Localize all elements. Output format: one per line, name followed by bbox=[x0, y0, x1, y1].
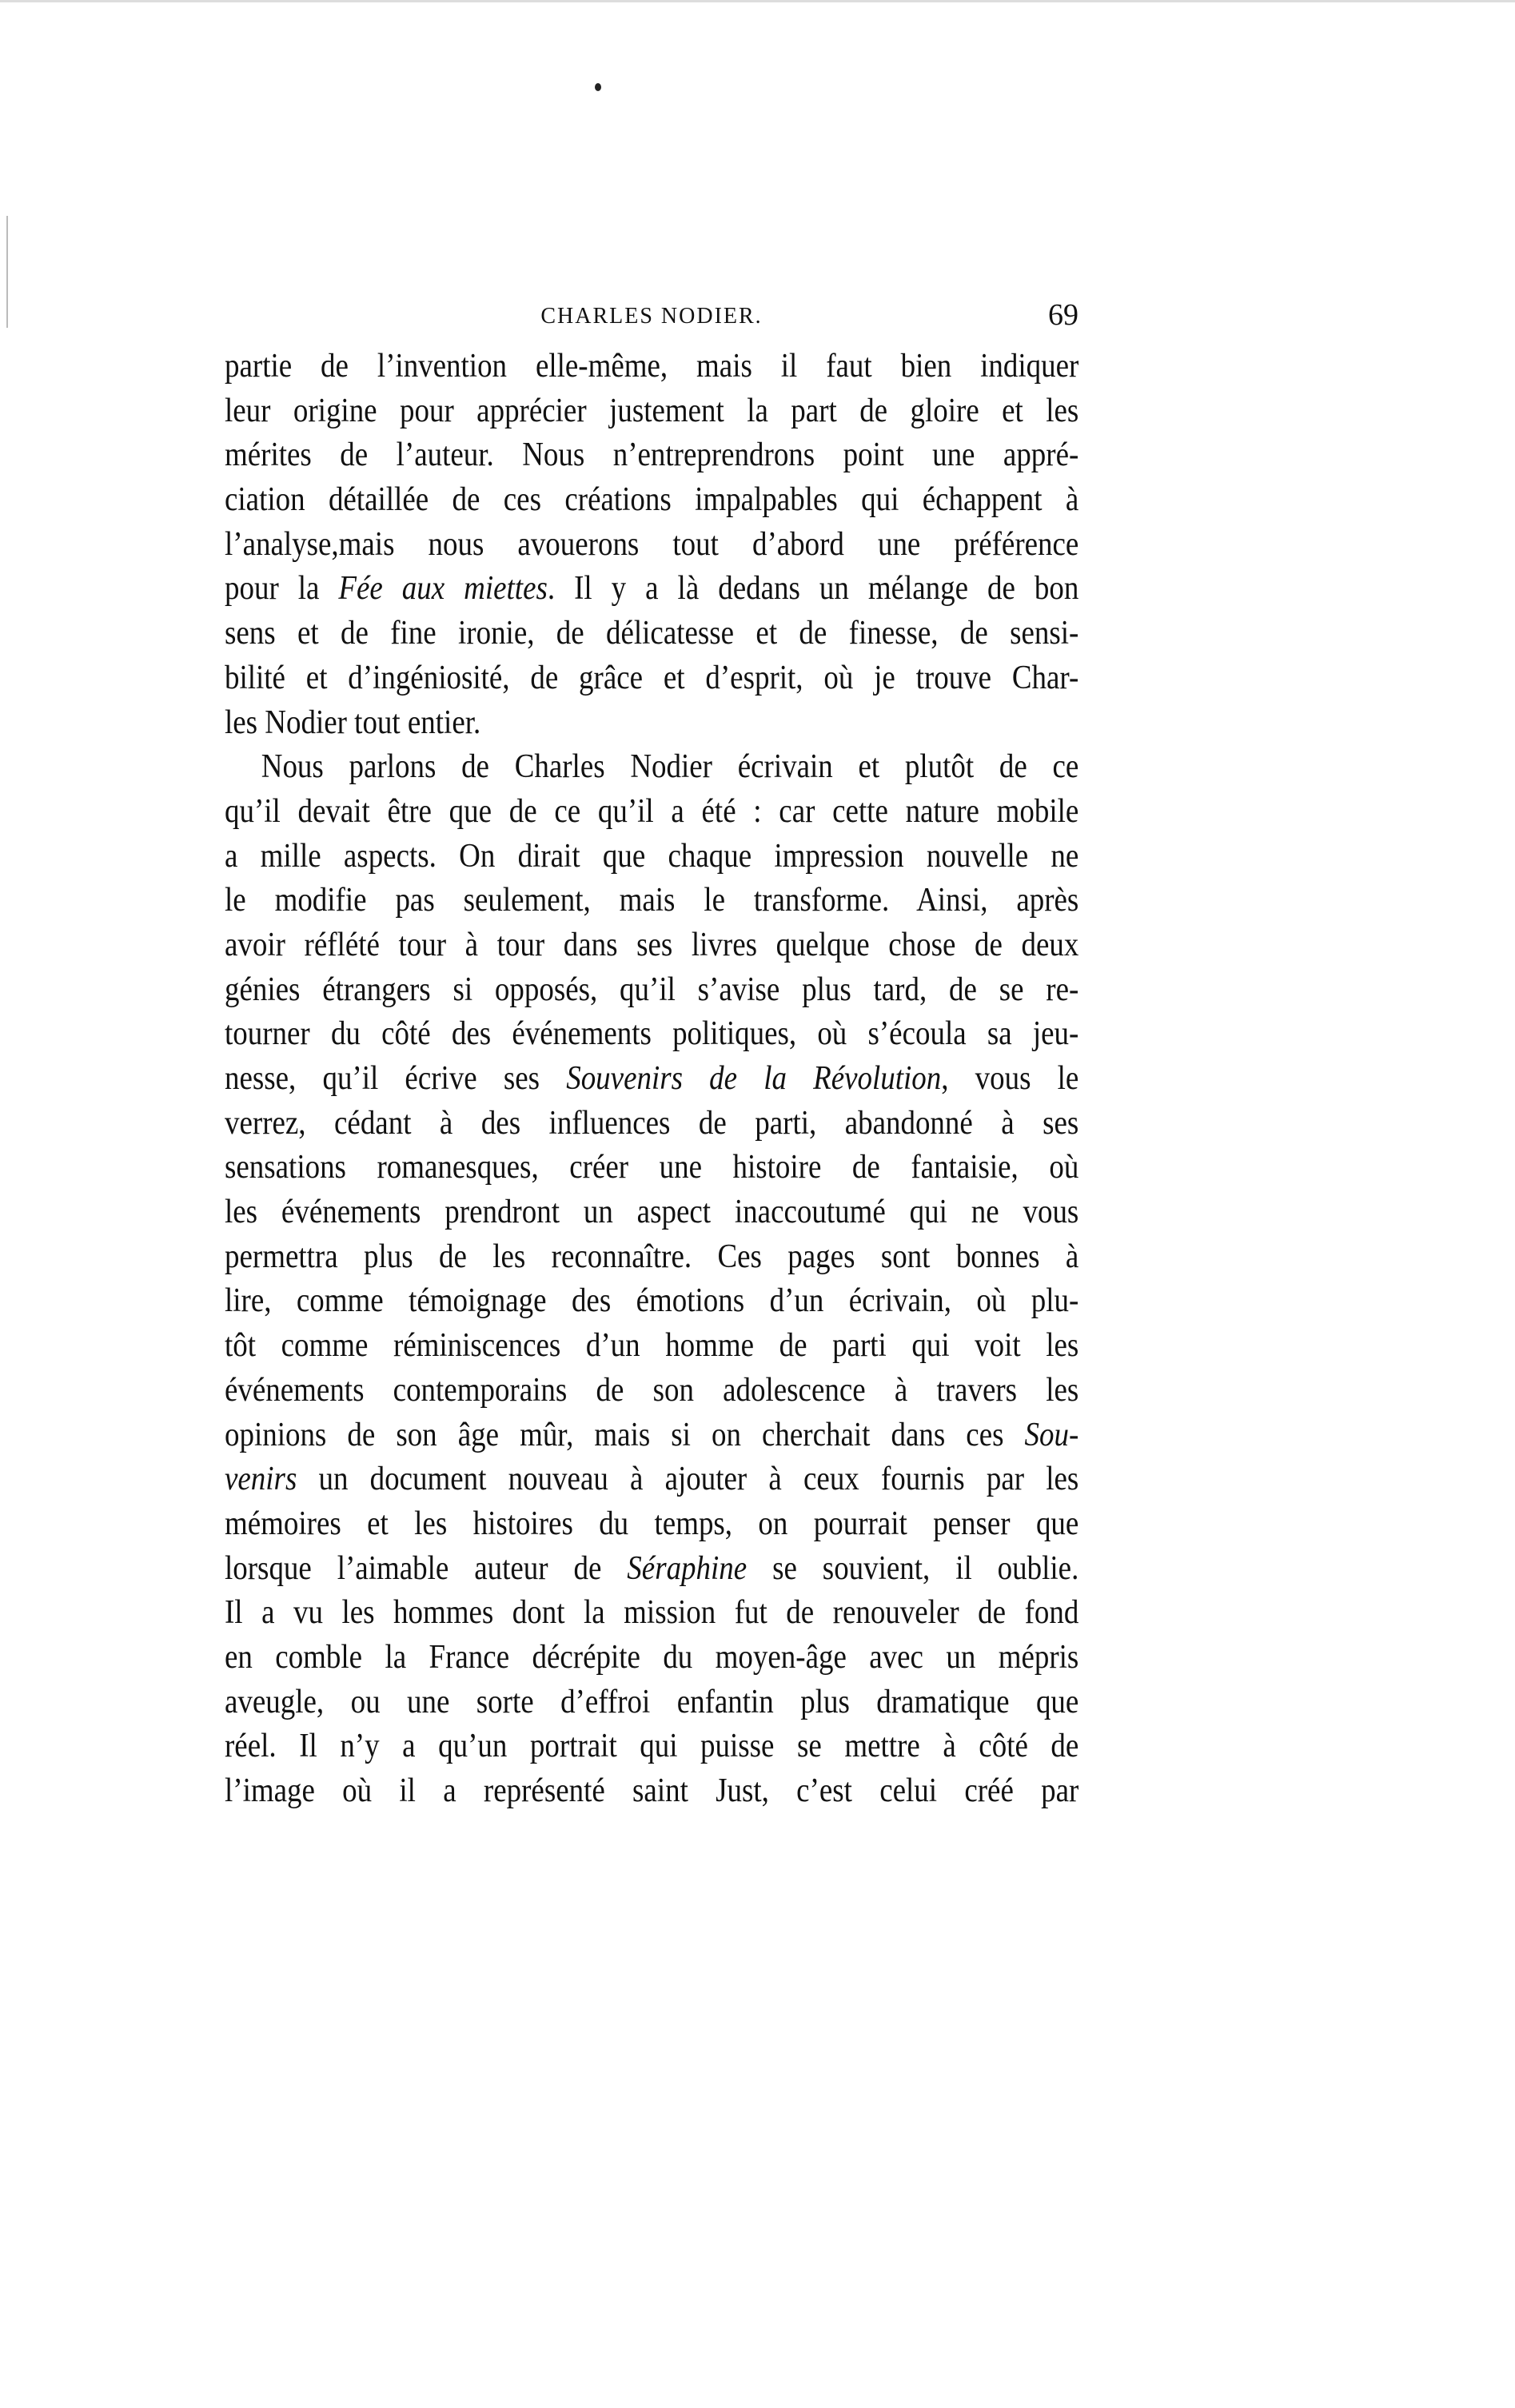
text-segment: lire, comme témoignage des émotions d’un écrivain, où plu- bbox=[225, 1282, 1079, 1320]
text-line bbox=[225, 1724, 1078, 1769]
text-segment: un document nouveau à ajouter à ceux fournis par les bbox=[297, 1461, 1079, 1498]
text-line bbox=[225, 745, 1078, 790]
text-segment: aveugle, ou une sorte d’effroi enfantin plus dramatique que bbox=[225, 1683, 1079, 1720]
text-line bbox=[225, 1636, 1078, 1680]
text-line bbox=[225, 790, 1078, 835]
text-line bbox=[225, 1324, 1078, 1369]
text-segment: verrez, cédant à des influences de parti, abandonné à ses bbox=[225, 1104, 1079, 1142]
italic-title: Sou- bbox=[1024, 1416, 1079, 1453]
text-segment: . Il y a là dedans un mélange de bon bbox=[547, 570, 1079, 608]
text-segment: le modifie pas seulement, mais le transforme. Ainsi, après bbox=[225, 882, 1079, 919]
text-segment: avoir réflété tour à tour dans ses livres quelque chose de deux bbox=[225, 926, 1079, 963]
text-line bbox=[225, 433, 1078, 478]
text-segment: réel. Il n’y a qu’un portrait qui puisse se mettre à côté de bbox=[225, 1728, 1079, 1765]
text-line bbox=[225, 1235, 1078, 1280]
text-line bbox=[225, 1146, 1078, 1190]
scan-edge-top bbox=[0, 0, 1515, 2]
text-segment: bilité et d’ingéniosité, de grâce et d’esprit, où je trouve Char- bbox=[225, 659, 1079, 696]
text-line bbox=[225, 1457, 1078, 1502]
text-segment: leur origine pour apprécier justement la part de gloire et les bbox=[225, 392, 1079, 429]
text-segment: mémoires et les histoires du temps, on pourrait penser que bbox=[225, 1505, 1079, 1542]
running-title: CHARLES NODIER. bbox=[540, 304, 763, 329]
text-line bbox=[225, 1012, 1078, 1057]
text-segment: permettra plus de les reconnaître. Ces pages sont bonnes à bbox=[225, 1238, 1079, 1275]
text-line bbox=[225, 523, 1078, 568]
text-line bbox=[225, 879, 1078, 923]
text-line bbox=[225, 968, 1078, 1013]
text-segment: se souvient, il oublie. bbox=[747, 1549, 1079, 1587]
text-segment: qu’il devait être que de ce qu’il a été : car cette nature mobile bbox=[225, 792, 1079, 830]
italic-title: Fée aux miettes bbox=[338, 570, 548, 608]
text-line bbox=[225, 1680, 1078, 1725]
ink-speck bbox=[595, 83, 601, 91]
text-segment: tôt comme réminiscences d’un homme de parti qui voit les bbox=[225, 1327, 1079, 1365]
text-segment: ciation détaillée de ces créations impalpables qui échappent à bbox=[225, 481, 1079, 519]
text-segment: événements contemporains de son adolescence à travers les bbox=[225, 1371, 1079, 1409]
text-line bbox=[225, 1769, 1078, 1814]
text-line bbox=[225, 1502, 1078, 1547]
text-segment: lorsque l’aimable auteur de bbox=[225, 1549, 628, 1587]
text-segment: partie de l’invention elle-même, mais il faut bien indiquer bbox=[225, 348, 1079, 385]
text-line bbox=[225, 345, 1078, 389]
text-line bbox=[225, 701, 1078, 746]
text-segment: , vous le bbox=[941, 1060, 1079, 1097]
text-line bbox=[225, 1279, 1078, 1324]
text-segment: sens et de fine ironie, de délicatesse et de finesse, de sensi- bbox=[225, 615, 1079, 652]
text-line bbox=[225, 835, 1078, 879]
text-segment: les événements prendront un aspect inaccoutumé qui ne vous bbox=[225, 1194, 1079, 1231]
text-line bbox=[225, 1413, 1078, 1458]
text-segment: l’image où il a représenté saint Just, c’est celui créé par bbox=[225, 1772, 1079, 1809]
text-line bbox=[225, 1547, 1078, 1592]
text-line bbox=[225, 478, 1078, 523]
text-segment: Nous parlons de Charles Nodier écrivain et plutôt de ce bbox=[261, 748, 1079, 786]
page-number: 69 bbox=[1048, 298, 1078, 332]
text-segment: l’analyse,mais nous avouerons tout d’abord une préférence bbox=[225, 525, 1079, 563]
text-segment: opinions de son âge mûr, mais si on cherchait dans ces bbox=[225, 1416, 1025, 1453]
text-segment: pour la bbox=[225, 570, 339, 608]
text-line bbox=[225, 656, 1078, 701]
scan-edge-left bbox=[6, 216, 8, 328]
text-line bbox=[225, 1190, 1078, 1235]
text-segment: nesse, qu’il écrive ses bbox=[225, 1060, 567, 1097]
text-line bbox=[225, 1057, 1078, 1102]
text-line bbox=[225, 923, 1078, 968]
text-line bbox=[225, 389, 1078, 434]
page-header bbox=[225, 297, 1078, 332]
text-segment: sensations romanesques, créer une histoire de fantaisie, où bbox=[225, 1149, 1079, 1186]
text-line bbox=[225, 1369, 1078, 1413]
text-segment: a mille aspects. On dirait que chaque impression nouvelle ne bbox=[225, 837, 1079, 875]
text-line bbox=[225, 1591, 1078, 1636]
italic-title: Souvenirs de la Révolution bbox=[566, 1060, 942, 1097]
text-line bbox=[225, 612, 1078, 656]
text-segment: les Nodier tout entier. bbox=[225, 704, 481, 741]
text-line bbox=[225, 567, 1078, 612]
text-segment: génies étrangers si opposés, qu’il s’avise plus tard, de se re- bbox=[225, 971, 1079, 1008]
text-segment: tourner du côté des événements politiques, où s’écoula sa jeu- bbox=[225, 1015, 1079, 1053]
text-segment: en comble la France décrépite du moyen-âge avec un mépris bbox=[225, 1638, 1079, 1676]
italic-title: Séraphine bbox=[627, 1549, 748, 1587]
text-segment: Il a vu les hommes dont la mission fut de renouveler de fond bbox=[225, 1594, 1079, 1632]
body-text bbox=[225, 345, 1078, 1814]
italic-title: venirs bbox=[225, 1461, 297, 1498]
text-segment: mérites de l’auteur. Nous n’entreprendrons point une appré- bbox=[225, 437, 1079, 474]
text-line bbox=[225, 1102, 1078, 1146]
